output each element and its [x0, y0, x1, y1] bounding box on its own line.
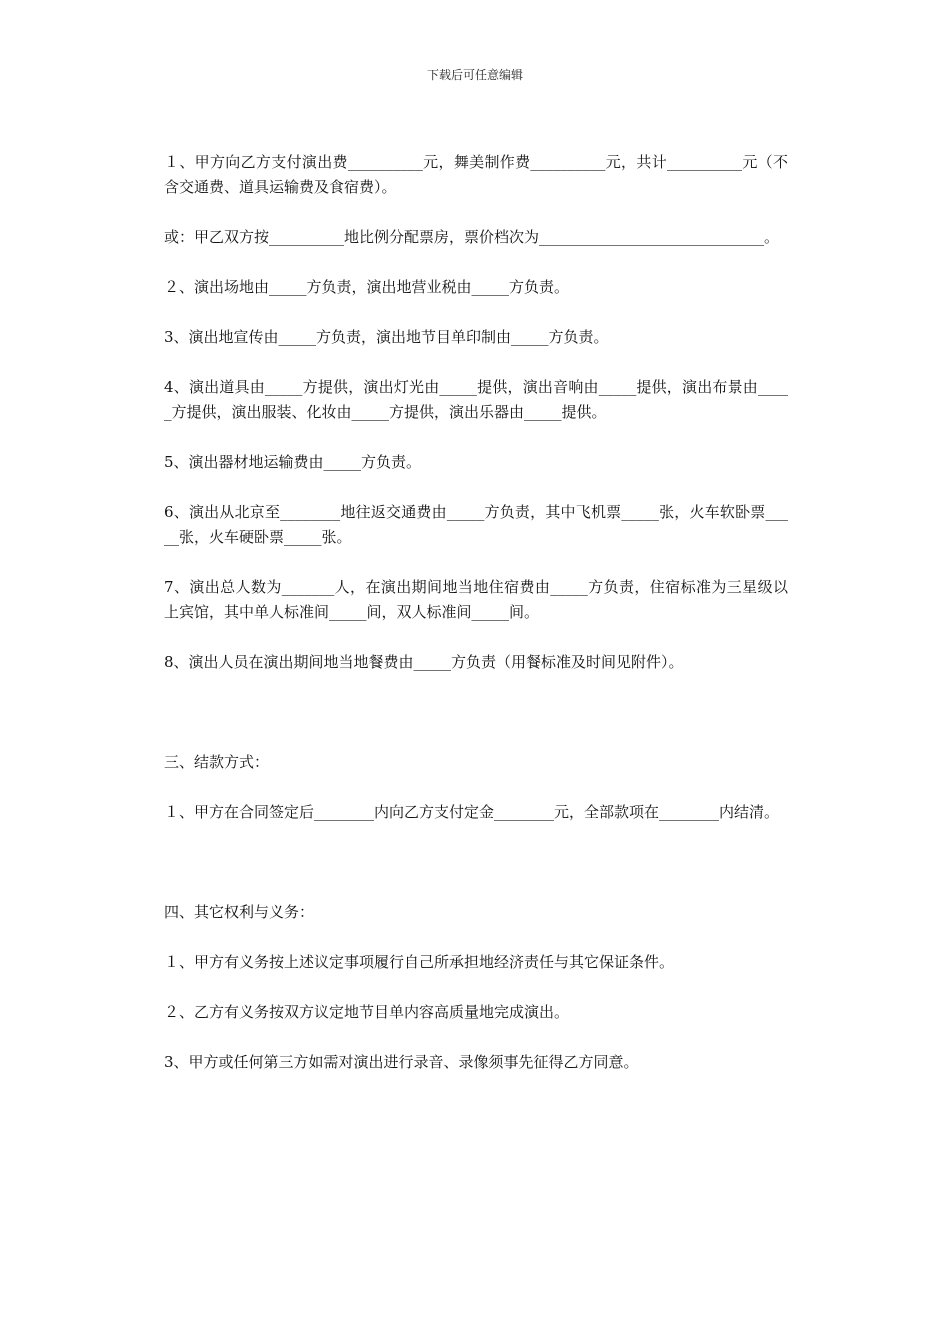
clause-meals: 8、演出人员在演出期间地当地餐费由_____方负责（用餐标准及时间见附件）。 — [164, 653, 684, 671]
download-note: 下载后可任意编辑 — [426, 68, 523, 82]
clause-payment-deposit: １、甲方在合同签定后________内向乙方支付定金________元，全部款项在________内结清。 — [164, 803, 780, 821]
clause-box-office-split: 或：甲乙双方按__________地比例分配票房，票价档次为______________________________。 — [164, 228, 780, 246]
contract-body — [164, 150, 788, 1100]
clause-props-lighting: 4、演出道具由_____方提供，演出灯光由_____提供，演出音响由_____提供，演出布景由_____方提供，演出服装、化妆由_____方提供，演出乐器由_____提供。 — [164, 378, 788, 421]
clause-promotion: 3、演出地宣传由_____方负责，演出地节目单印制由_____方负责。 — [164, 328, 609, 346]
section-gap — [164, 700, 788, 750]
clause-venue: ２、演出场地由_____方负责，演出地营业税由_____方负责。 — [164, 278, 570, 296]
clause-party-b-duty: ２、乙方有义务按双方议定地节目单内容高质量地完成演出。 — [164, 1003, 570, 1021]
clause-recording-consent: 3、甲方或任何第三方如需对演出进行录音、录像须事先征得乙方同意。 — [164, 1053, 639, 1071]
clause-fees: １、甲方向乙方支付演出费__________元，舞美制作费__________元，共计__________元（不含交通费、道具运输费及食宿费）。 — [164, 153, 788, 196]
clause-travel: 6、演出从北京至________地往返交通费由_____方负责，其中飞机票_____张，火车软卧票_____张，火车硬卧票_____张。 — [164, 503, 788, 546]
clause-accommodation: 7、演出总人数为_______人，在演出期间地当地住宿费由_____方负责，住宿标准为三星级以上宾馆，其中单人标准间_____间，双人标准间_____间。 — [164, 578, 788, 621]
section-gap — [164, 850, 788, 900]
clause-equipment-transport: 5、演出器材地运输费由_____方负责。 — [164, 453, 422, 471]
clause-party-a-duty: １、甲方有义务按上述议定事项履行自己所承担地经济责任与其它保证条件。 — [164, 953, 675, 971]
section-heading-payment: 三、结款方式： — [164, 753, 270, 771]
section-heading-rights: 四、其它权利与义务： — [164, 903, 315, 921]
